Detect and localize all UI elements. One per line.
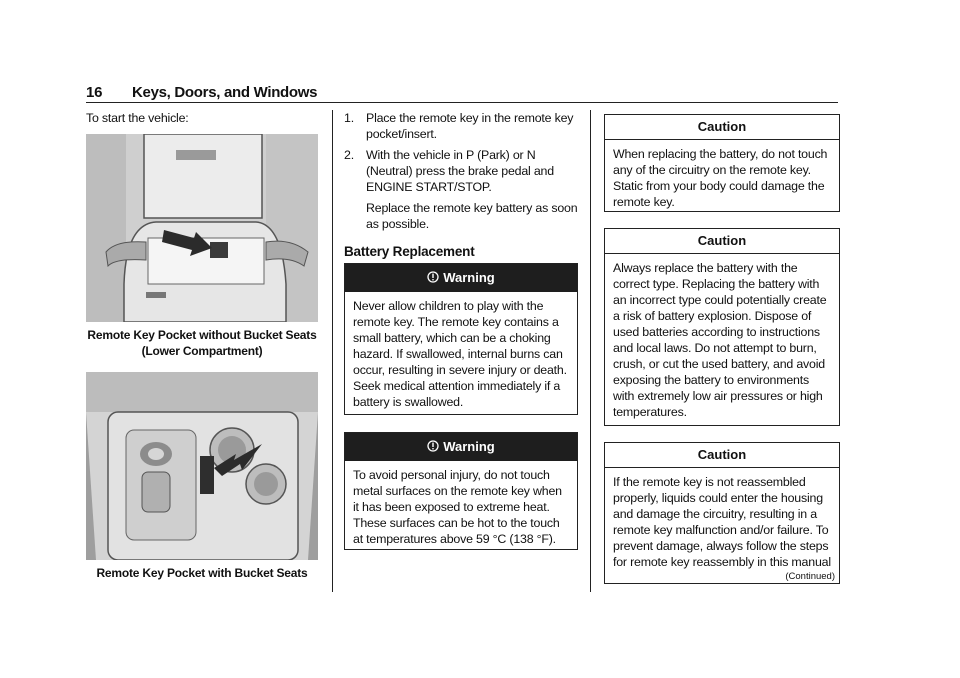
warning-text: To avoid personal injury, do not touch metal surfaces on the remote key when it has been exposed to extreme heat. These surfaces can be hot to the touch at temperatures above 59 °C (138 °F). <box>353 468 562 546</box>
caution-text: If the remote key is not reassembled properly, liquids could enter the housing and damage the circuitry, resulting in a remote key malfunction and/or failure. To prevent damage, always follow the steps for remote key reassembly in this manual <box>613 475 831 569</box>
step-item: 2. With the vehicle in P (Park) or N (Neutral) press the brake pedal and ENGINE START/STOP. <box>344 148 554 194</box>
caution-title: Caution <box>605 443 839 468</box>
caption-with-bucket-seats: Remote Key Pocket with Bucket Seats <box>96 566 308 580</box>
caution-box <box>604 442 840 584</box>
section-heading: Battery Replacement <box>344 244 475 259</box>
step-note: Replace the remote key battery as soon as possible. <box>366 201 578 231</box>
warning-text: Never allow children to play with the remote key. The remote key contains a small battery, which can be a choking hazard. If swallowed, internal burns can occur, resulting in severe injury or death. Seek medical attention immediately if a battery is swallowed. <box>353 299 567 409</box>
caption-line-1: Remote Key Pocket without Bucket Seats <box>87 328 317 342</box>
photo-remote-key-pocket-without-bucket-seats <box>86 134 318 322</box>
middle-column <box>344 110 578 260</box>
caption-without-bucket-seats <box>86 327 318 359</box>
column-divider <box>590 110 591 592</box>
warning-title: Warning <box>443 439 495 454</box>
step-text: Place the remote key in the remote key pocket/insert. <box>366 111 574 141</box>
caution-box <box>604 114 840 212</box>
section-title: Keys, Doors, and Windows <box>132 84 318 101</box>
column-divider <box>332 110 333 592</box>
warning-box <box>344 263 578 415</box>
warning-title: Warning <box>443 270 495 285</box>
intro-text: To start the vehicle: <box>86 111 189 125</box>
caption-line-2: (Lower Compartment) <box>141 344 263 358</box>
page-header <box>86 84 838 103</box>
caution-title: Caution <box>605 115 839 140</box>
step-text: With the vehicle in P (Park) or N (Neutral) press the brake pedal and ENGINE START/STOP. <box>366 148 554 194</box>
warning-icon <box>427 271 439 283</box>
continued-label: (Continued) <box>785 571 835 582</box>
caution-title: Caution <box>605 229 839 254</box>
caution-text: When replacing the battery, do not touch any of the circuitry on the remote key. Static from your body could damage the remote key. <box>613 147 828 209</box>
photo-remote-key-pocket-with-bucket-seats <box>86 372 318 560</box>
warning-box <box>344 432 578 550</box>
caution-box <box>604 228 840 426</box>
warning-icon <box>427 440 439 452</box>
caution-text: Always replace the battery with the correct type. Replacing the battery with an incorrect type could potentially create a risk of battery explosion. Dispose of used batteries according to instructions and local laws. Do not attempt to burn, crush, or cut the used battery, and avoid exposing the battery to environments with extremely low air pressures or high temperatures. <box>613 261 827 419</box>
page-number: 16 <box>86 84 103 101</box>
step-item: 1. Place the remote key in the remote key pocket/insert. <box>344 111 574 141</box>
